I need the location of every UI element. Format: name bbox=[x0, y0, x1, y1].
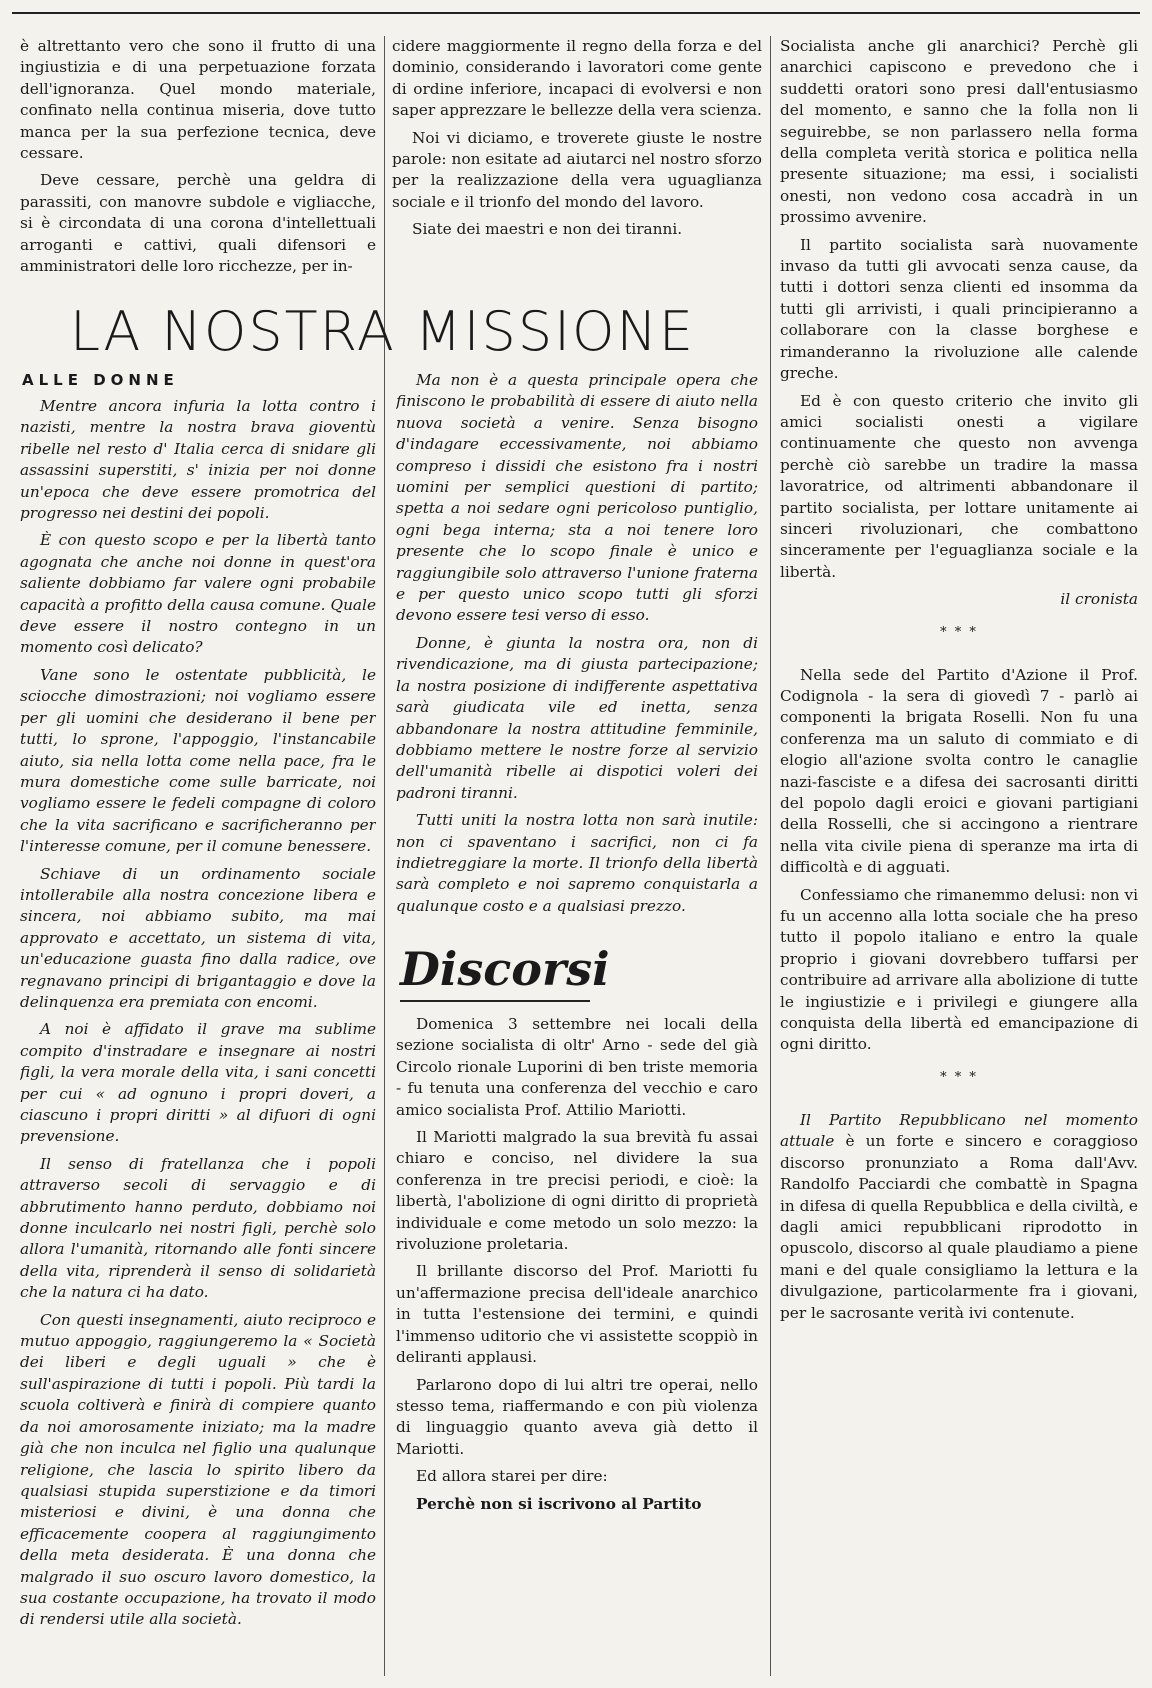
section-separator: * * * bbox=[940, 624, 978, 640]
paragraph: Socialista anche gli anarchici? Perchè gli anarchici capiscono e prevedono che i suddetti oratori sono presi dall'entusiasmo del momento, e sanno che la folla non li seguirebbe, se non parlassero nella forma della completa verità storica e politica nella presente situazione; ma essi, i socialisti onesti, non vedono cosa accadrà in un prossimo avvenire. bbox=[780, 37, 1138, 227]
paragraph: cidere maggiormente il regno della forza e del dominio, considerando i lavoratori come gente di ordine inferiore, incapaci di evolversi e non saper apprezzare le bellezze della vera scienza. bbox=[392, 37, 762, 120]
section-heading-discorsi: Discorsi bbox=[400, 942, 610, 996]
paragraph: A noi è affidato il grave ma sublime compito d'instradare e insegnare ai nostri figli, la vera morale della vita, i sani concetti per cui « ad ognuno i propri doveri, a ciascuno i propri diritti » al difuori di ogni prevensione. bbox=[20, 1020, 376, 1146]
paragraph: Ma non è a questa principale opera che finiscono le probabilità di essere di aiuto nella nuova società a venire. Senza bisogno d'indagare eccessivamente, noi abbiamo compreso i dissidi che esistono fra i nostri uomini per semplici questioni di partito; spetta a noi sedare ogni pericoloso puntiglio, ogni bega interna; sta a noi tenere loro presente che lo scopo finale è unico e raggiungibile solo attraverso l'unione fraterna e per questo unico scopo tutti gli sforzi devono essere tesi verso di esso. bbox=[396, 371, 758, 625]
paragraph: Deve cessare, perchè una geldra di parassiti, con manovre subdole e vigliacche, si è circondata di una corona d'intellettuali arroganti e cattivi, quali difensori e amministratori delle loro ricchezze, per in- bbox=[20, 171, 376, 276]
paragraph: Il senso di fratellanza che i popoli attraverso secoli di servaggio e di abbrutimento hanno perduto, dobbiamo noi donne inculcarlo nei nostri figli, perchè solo allora l'umanità, ritornando alle fonti sincere della vita, riprenderà il senso di solidarietà che la natura ci ha dato. bbox=[20, 1154, 376, 1302]
section-heading-alle-donne: ALLE DONNE bbox=[22, 371, 179, 389]
paragraph: Donne, è giunta la nostra ora, non di rivendicazione, ma di giusta partecipazione; la nostra posizione di indifferente aspettativa sarà giudicata vile ed inetta, senza abbandonare la nostra attitudine femminile, dobbiamo mettere le nostre forze al servizio dell'umanità ribelle ai dispotici voleri dei padroni tiranni. bbox=[396, 633, 758, 802]
column-rule bbox=[770, 36, 771, 1676]
paragraph: Il Mariotti malgrado la sua brevità fu assai chiaro e conciso, nel dividere la sua conferenza in tre precisi periodi, e cioè: la libertà, l'abolizione di ogni diritto di proprietà individuale e come metodo un solo mezzo: la rivoluzione proletaria. bbox=[396, 1128, 758, 1254]
paragraph: Ed allora starei per dire: bbox=[416, 1467, 608, 1486]
signature: il cronista bbox=[1060, 590, 1138, 609]
section-separator: * * * bbox=[940, 1069, 978, 1085]
paragraph: Parlarono dopo di lui altri tre operai, nello stesso tema, riaffermando e con più violenza di linguaggio quanto aveva già detto il Mariotti. bbox=[396, 1375, 758, 1458]
paragraph: Il partito socialista sarà nuovamente invaso da tutti gli avvocati senza cause, da tutti i dottori senza clienti ed insomma da tutti gli arrivisti, i quali principieranno a collaborare con la classe borghese e rimanderanno la rivoluzione alle calende greche. bbox=[780, 235, 1138, 383]
col1-continuation bbox=[20, 36, 376, 286]
paragraph: Il brillante discorso del Prof. Mariotti fu un'affermazione precisa dell'ideale anarchico in tutta l'estensione dei termini, e quindi l'immenso uditorio che vi assistette scoppiò in deliranti applausi. bbox=[396, 1262, 758, 1367]
discorsi-body bbox=[396, 1014, 758, 1680]
paragraph: Mentre ancora infuria la lotta contro i nazisti, mentre la nostra brava gioventù ribelle nel resto d' Italia cerca di snidare gli assassini superstiti, s' inizia per noi donne un'epoca che deve essere promotrica del progresso nei destini dei popoli. bbox=[20, 397, 376, 523]
paragraph: Confessiamo che rimanemmo delusi: non vi fu un accenno alla lotta sociale che ha preso tutto il popolo italiano e entro la quale proprio i giovani dovrebbero tuffarsi per contribuire ad arrivare alla abolizione di tutte le ingiustizie e i privilegi e giungere alla conquista della libertà ed emancipazione di ogni diritto. bbox=[780, 885, 1138, 1054]
paragraph: Perchè non si iscrivono al Partito bbox=[416, 1494, 702, 1513]
paragraph: Siate dei maestri e non dei tiranni. bbox=[412, 220, 683, 239]
paragraph: Noi vi diciamo, e troverete giuste le nostre parole: non esitate ad aiutarci nel nostro sforzo per la realizzazione della vera uguaglianza sociale e il trionfo del mondo del lavoro. bbox=[392, 128, 762, 211]
discorsi-underline bbox=[400, 1000, 590, 1002]
paragraph-text: è un forte e sincero e coraggioso discorso pronunziato a Roma dall'Avv. Randolfo Pacciardi che combattè in Spagna in difesa di quella Repubblica e della civiltà, e dagli amici repubblicani riprodotto in opuscolo, discorso al quale plaudiamo a piene mani e del quale consigliamo la lettura e la divulgazione, particolarmente fra i giovani, per le sacrosante verità ivi contenute. bbox=[780, 1132, 1138, 1322]
column-rule bbox=[384, 36, 385, 1676]
paragraph: è altrettanto vero che sono il frutto di una ingiustizia e di una perpetuazione forzata dell'ignoranza. Quel mondo materiale, confinato nella continua miseria, dove tutto manca per la sua perfezione tecnica, deve cessare. bbox=[20, 37, 376, 163]
top-rule bbox=[12, 12, 1140, 14]
col3 bbox=[780, 36, 1138, 1680]
col2-continuation bbox=[392, 36, 762, 286]
paragraph: Vane sono le ostentate pubblicità, le sciocche dimostrazioni; noi vogliamo essere per gli uomini che desiderano il bene per tutti, lo sprone, l'appoggio, l'instancabile aiuto, sia nella lotta come nella pace, fra le mura domestiche come sulle barricate, noi vogliamo essere le fedeli compagne di coloro che la vita sacrificano e sacrificheranno per l'interesse comune, per il comune benessere. bbox=[20, 665, 376, 856]
alle-donne-col2 bbox=[396, 370, 758, 930]
paragraph: Nella sede del Partito d'Azione il Prof. Codignola - la sera di giovedì 7 - parlò ai componenti la brigata Roselli. Non fu una conferenza ma un saluto di commiato e di elogio all'azione svolta contro le canaglie nazi-fasciste e a difesa dei sacrosanti diritti del popolo dagli eroici e giovani partigiani della Rosselli, che si accingono a rientrare nella vita civile piena di speranze ma irta di difficoltà e di agguati. bbox=[780, 665, 1138, 877]
paragraph bbox=[780, 1110, 1138, 1324]
paragraph: È con questo scopo e per la libertà tanto agognata che anche noi donne in quest'ora saliente dobbiamo far valere ogni probabile capacità a profitto della causa comune. Quale deve essere il nostro contegno in un momento così delicato? bbox=[20, 531, 376, 657]
paragraph: Con questi insegnamenti, aiuto reciproco e mutuo appoggio, raggiungeremo la « Società dei liberi e degli uguali » che è sull'aspirazione di tutti i popoli. Più tardi la scuola coltiverà e finirà di compiere quanto da noi amorosamente iniziato; ma la madre già che non inculca nel figlio una qualunque religione, che lascia lo spirito libero da qualsiasi stupida superstizione e da timori misteriosi e divini, è una donna che efficacemente coopera al raggiungimento della meta desiderata. È una donna che malgrado il suo oscuro lavoro domestico, la sua costante occupazione, ha trovato il modo di rendersi utile alla società. bbox=[20, 1310, 376, 1629]
alle-donne-col1 bbox=[20, 396, 376, 1680]
paragraph: Tutti uniti la nostra lotta non sarà inutile: non ci spaventano i sacrifici, non ci fa indietreggiare la morte. Il trionfo della libertà sarà completo e noi sapremo conquistarla a qualunque costo e a qualsiasi prezzo. bbox=[396, 811, 758, 915]
paragraph: Domenica 3 settembre nei locali della sezione socialista di oltr' Arno - sede del già Circolo rionale Luporini di ben triste memoria - fu tenuta una conferenza del vecchio e caro amico socialista Prof. Attilio Mariotti. bbox=[396, 1015, 758, 1119]
paragraph: Ed è con questo criterio che invito gli amici socialisti onesti a vigilare continuamente che questo non avvenga perchè ciò sarebbe un tradire la massa lavoratrice, od altrimenti abbandonare il partito socialista, per lottare unitamente ai sinceri rivoluzionari, che combattono sinceramente per l'eguaglianza sociale e la libertà. bbox=[780, 391, 1138, 581]
paragraph: Schiave di un ordinamento sociale intollerabile alla nostra concezione libera e sincera, noi abbiamo subito, ma mai approvato e accettato, un sistema di vita, un'educazione guasta fino dalla radice, ove regnavano principi di brigantaggio e dove la delinquenza era premiata con encomi. bbox=[20, 864, 376, 1011]
pamphlet-title: Il Partito Repubblicano nel momento attuale bbox=[780, 1110, 1138, 1151]
headline: LA NOSTRA MISSIONE bbox=[70, 300, 696, 363]
